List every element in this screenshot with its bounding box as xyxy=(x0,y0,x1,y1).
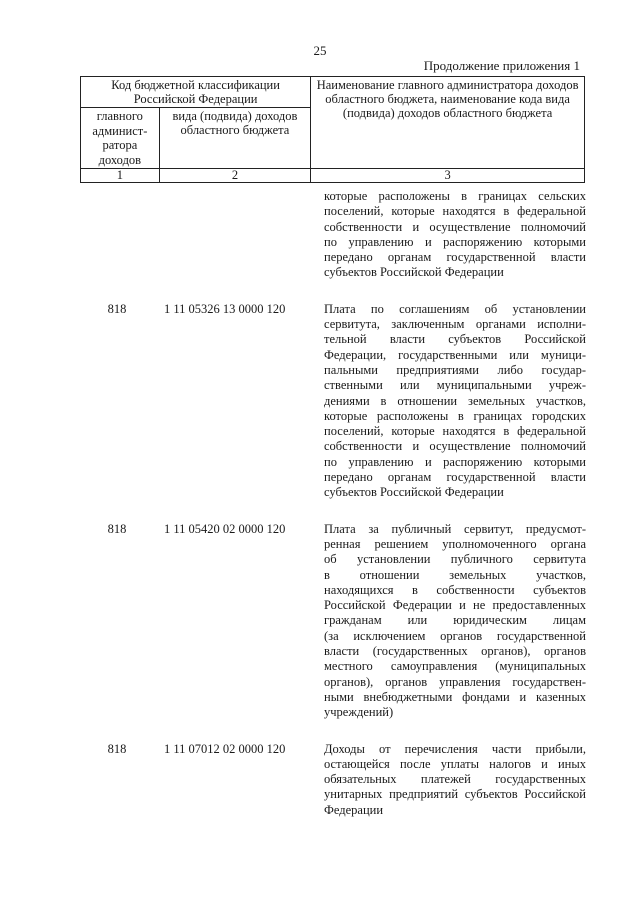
name-line: Российской Федерации и не предоставленных xyxy=(324,598,586,613)
name-line: ственными или муниципальными учреж- xyxy=(324,378,586,393)
continuation-label: Продолжение приложения 1 xyxy=(423,58,580,73)
name-line: остающейся после уплаты налогов и иных xyxy=(324,756,586,771)
income-name xyxy=(324,302,586,501)
col1-title-cell xyxy=(81,108,160,169)
col3-title-cell xyxy=(311,77,585,169)
table-row xyxy=(80,189,585,281)
table-body xyxy=(80,189,585,839)
admin-code: 818 xyxy=(107,741,127,756)
name-line: передано органам государственной власти xyxy=(324,250,586,265)
name-line: учреждений) xyxy=(324,705,394,720)
name-line: которые расположены в границах сельских xyxy=(324,189,586,203)
col2-title: вида (подвида) доходов областного бюджета xyxy=(172,109,298,137)
name-line: органов), органов управления государствен- xyxy=(324,674,586,689)
table-row xyxy=(80,742,585,818)
admin-code xyxy=(80,189,154,281)
name-line: собственности и осуществление полномочий xyxy=(324,219,586,234)
name-line: Плата за публичный сервитут, предусмот- xyxy=(324,521,586,536)
name-line: местного самоуправления (муниципальных xyxy=(324,659,586,674)
income-code: 1 11 05326 13 0000 120 xyxy=(164,301,286,316)
col1-title-line: доходов xyxy=(98,152,142,167)
name-line: ными внебюджетными фондами и казенных xyxy=(324,689,586,704)
income-code: 1 11 05420 02 0000 120 xyxy=(164,521,286,536)
classification-table-header xyxy=(80,76,585,183)
name-line: тельной власти субъектов Российской xyxy=(324,332,586,347)
name-line: пальными предприятиями либо государ- xyxy=(324,362,586,377)
income-name xyxy=(324,742,586,818)
name-line: по управлению и распоряжению которыми xyxy=(324,454,586,469)
table-row xyxy=(80,302,585,501)
name-line: об установлении публичного сервитута xyxy=(324,552,586,567)
col2-title-cell xyxy=(159,108,310,169)
group-title-cell xyxy=(81,77,311,108)
name-line: находящихся в собственности субъектов xyxy=(324,582,586,597)
name-line: Федерации, государственными или муници- xyxy=(324,347,586,362)
col1-title-line: главного xyxy=(96,109,143,123)
name-line: власти (государственных органов), органов xyxy=(324,644,586,659)
name-line: собственности и осуществление полномочий xyxy=(324,439,586,454)
admin-code: 818 xyxy=(107,301,127,316)
name-line: Федерации xyxy=(324,802,384,817)
income-code: 1 11 07012 02 0000 120 xyxy=(164,741,286,756)
name-line: по управлению и распоряжению которыми xyxy=(324,234,586,249)
name-line: Доходы от перечисления части прибыли, xyxy=(324,741,586,756)
income-code xyxy=(154,189,316,281)
col1-title-line: админист- xyxy=(92,123,148,138)
name-line: (за исключением органов государственной xyxy=(324,628,586,643)
name-line: обязательных платежей государственных xyxy=(324,772,586,787)
name-line: ренная решением уполномоченного органа xyxy=(324,536,586,551)
col-number-1: 1 xyxy=(81,169,160,183)
name-line: гражданам или юридическим лицам xyxy=(324,613,586,628)
name-line: которые расположены в границах городских xyxy=(324,408,586,423)
col-number-2: 2 xyxy=(159,169,310,183)
income-name xyxy=(324,522,586,721)
admin-code: 818 xyxy=(107,521,127,536)
name-line: передано органам государственной власти xyxy=(324,470,586,485)
name-line: Плата по соглашениям об установлении xyxy=(324,301,586,316)
name-line: унитарных предприятий субъектов Российской xyxy=(324,787,586,802)
col3-title: Наименование главного администратора доходов областного бюджета, наименование кода вида (подвида) доходов областного бюджета xyxy=(316,78,579,120)
name-line: дениями в отношении земельных участков, xyxy=(324,393,586,408)
page-number: 25 xyxy=(313,43,327,58)
income-name xyxy=(324,189,586,281)
name-line: субъектов Российской Федерации xyxy=(324,485,504,500)
table-row xyxy=(80,522,585,721)
group-title: Код бюджетной классификации Российской Федерации xyxy=(111,78,280,106)
col-number-3: 3 xyxy=(311,169,585,183)
col1-title-line: ратора xyxy=(102,138,138,152)
name-line: сервитута, заключенным органами исполни- xyxy=(324,317,586,332)
name-line: в отношении земельных участков, xyxy=(324,567,586,582)
name-line: субъектов Российской Федерации xyxy=(324,265,504,280)
name-line: поселений, которые находятся в федеральной xyxy=(324,424,586,439)
name-line: поселений, которые находятся в федеральной xyxy=(324,204,586,219)
